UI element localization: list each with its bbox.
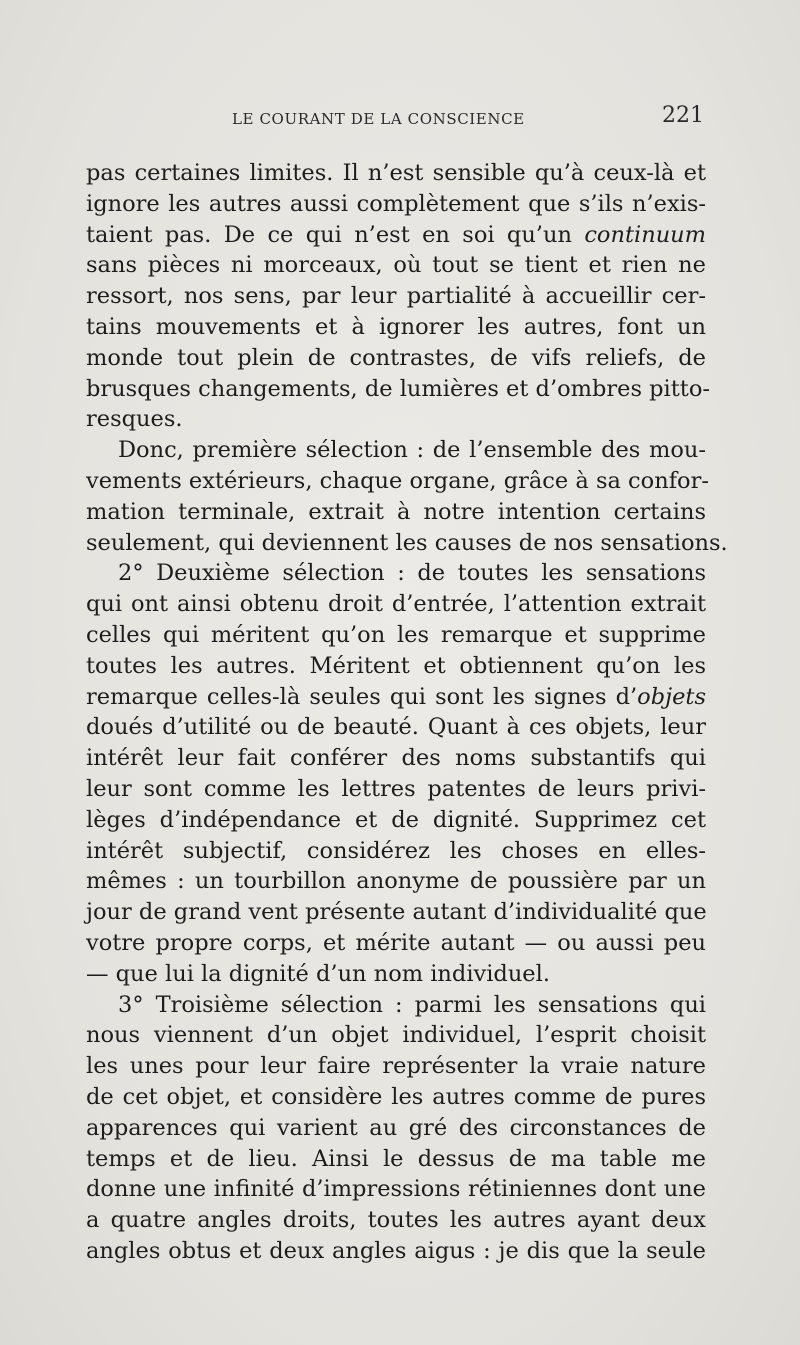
text-segment: remarque celles-là seules qui sont les signes d’ xyxy=(86,683,638,710)
text-line: nous viennent d’un objet individuel, l’esprit choisit xyxy=(86,1022,706,1049)
italic-term: objets xyxy=(637,683,706,710)
text-line: toutes les autres. Méritent et obtiennent qu’on les xyxy=(86,652,706,679)
text-line: jour de grand vent présente autant d’individualité que xyxy=(86,899,707,926)
text-line: ressort, nos sens, par leur partialité à accueillir cer- xyxy=(86,283,706,310)
text-line: intérêt leur fait conférer des noms substantifs qui xyxy=(86,745,706,772)
text-line xyxy=(86,682,706,713)
text-line: angles obtus et deux angles aigus : je dis que la seule xyxy=(86,1237,706,1264)
text-line: doués d’utilité ou de beauté. Quant à ces objets, leur xyxy=(86,714,706,741)
text-line: donne une infinité d’impressions rétiniennes dont une xyxy=(86,1176,706,1203)
text-segment: taient pas. De ce qui n’est en soi qu’un xyxy=(86,221,572,248)
text-line: qui ont ainsi obtenu droit d’entrée, l’attention extrait xyxy=(86,591,706,618)
text-line: celles qui méritent qu’on les remarque et supprime xyxy=(86,621,706,648)
text-line: 3° Troisième sélection : parmi les sensations qui xyxy=(118,991,706,1018)
text-line: de cet objet, et considère les autres comme de pures xyxy=(86,1083,706,1110)
text-line xyxy=(86,220,706,251)
text-line: apparences qui varient au gré des circonstances de xyxy=(86,1114,706,1141)
text-line: tains mouvements et à ignorer les autres, font un xyxy=(86,313,706,340)
text-line: lèges d’indépendance et de dignité. Supprimez cet xyxy=(86,806,706,833)
text-line: monde tout plein de contrastes, de vifs reliefs, de xyxy=(86,344,706,371)
text-line: seulement, qui deviennent les causes de nos sensations. xyxy=(86,529,728,556)
text-line: temps et de lieu. Ainsi le dessus de ma table me xyxy=(86,1145,706,1172)
text-line: Donc, première sélection : de l’ensemble des mou- xyxy=(118,437,706,464)
text-line: a quatre angles droits, toutes les autres ayant deux xyxy=(86,1207,706,1234)
text-line: les unes pour leur faire représenter la vraie nature xyxy=(86,1053,706,1080)
text-line: brusques changements, de lumières et d’ombres pitto- xyxy=(86,375,710,402)
text-line: intérêt subjectif, considérez les choses en elles- xyxy=(86,837,706,864)
text-line: resques. xyxy=(86,406,183,433)
page-number: 221 xyxy=(662,103,704,128)
text-line: ignore les autres aussi complètement que s’ils n’exis- xyxy=(86,190,706,217)
text-line: 2° Deuxième sélection : de toutes les sensations xyxy=(118,560,706,587)
text-line: mêmes : un tourbillon anonyme de poussière par un xyxy=(86,868,706,895)
text-line: mation terminale, extrait à notre intention certains xyxy=(86,498,706,525)
italic-term: continuum xyxy=(584,221,707,248)
text-line: sans pièces ni morceaux, où tout se tient et rien ne xyxy=(86,252,706,279)
text-line: votre propre corps, et mérite autant — ou aussi peu xyxy=(86,929,706,956)
text-line: pas certaines limites. Il n’est sensible qu’à ceux-là et xyxy=(86,160,706,186)
text-line: — que lui la dignité d’un nom individuel. xyxy=(86,960,550,987)
body-text xyxy=(86,158,728,1267)
text-line: leur sont comme les lettres patentes de leurs privi- xyxy=(86,775,706,802)
text-line: vements extérieurs, chaque organe, grâce à sa confor- xyxy=(86,467,709,494)
running-head: LE COURANT DE LA CONSCIENCE xyxy=(232,110,525,128)
